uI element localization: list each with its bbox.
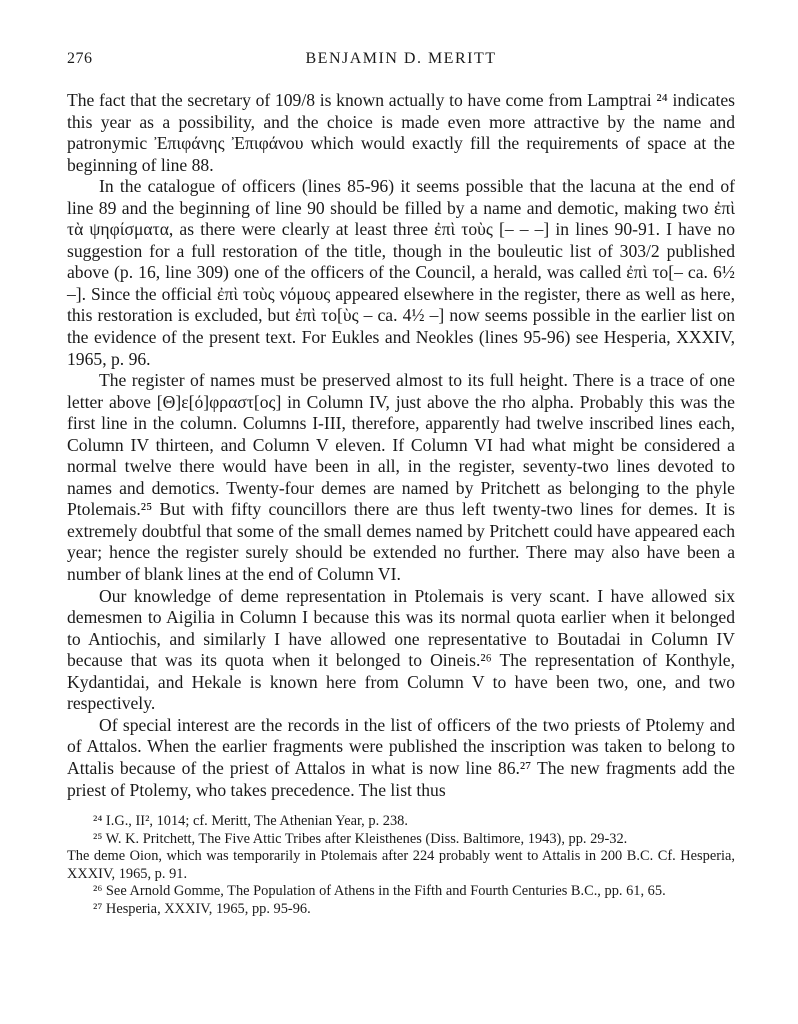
paragraph-1: The fact that the secretary of 109/8 is known actually to have come from Lamptrai ²⁴ indicates this year as a possibility, and the choice is made even more attractive by the name and patronymic Ἐπιφάνης Ἐπιφάνου which would exactly fill the requirements of space at the beginning of line 88. [67,90,735,175]
body-text [67,90,735,801]
footnote-25-continuation: The deme Oion, which was temporarily in Ptolemais after 224 probably went to Attalis in 200 B.C. Cf. Hesperia, XXXIV, 1965, p. 91. [67,848,735,882]
footnote-26: ²⁶ See Arnold Gomme, The Population of Athens in the Fifth and Fourth Centuries B.C., pp. 61, 65. [93,883,666,900]
footnotes [67,813,735,919]
page [67,50,735,919]
footnote-24: ²⁴ I.G., II², 1014; cf. Meritt, The Athenian Year, p. 238. [93,813,408,830]
footnote-25: ²⁵ W. K. Pritchett, The Five Attic Tribes after Kleisthenes (Diss. Baltimore, 1943), pp. 29-32. [93,830,628,847]
paragraph-4: Our knowledge of deme representation in Ptolemais is very scant. I have allowed six demesmen to Aigilia in Column I because this was its normal quota earlier when it belonged to Antiochis, and similarly I have allowed one representative to Boutadai in Column IV because that was its quota when it belonged to Oineis.²⁶ The representation of Konthyle, Kydantidai, and Hekale is known here from Column V to have been two, one, and two respectively. [67,585,735,714]
footnote-27: ²⁷ Hesperia, XXXIV, 1965, pp. 95-96. [93,901,311,918]
running-title: BENJAMIN D. MERITT [305,50,497,67]
paragraph-2: In the catalogue of officers (lines 85-96) it seems possible that the lacuna at the end of line 89 and the beginning of line 90 should be filled by a name and demotic, making two ἐπὶ τὰ ψηφίσματα, as there were clearly at least three ἐπὶ τοὺς [– – –] in lines 90-91. I have no suggestion for a full restoration of the title, though in the bouleutic list of 303/2 published above (p. 16, line 309) one of the officers of the Council, a herald, was called ἐπὶ το[– ca. 6½ –]. Since the official ἐπὶ τοὺς νόμους appeared elsewhere in the register, there as well as here, this restoration is excluded, but ἐπὶ το[ὺς – ca. 4½ –] now seems possible in the earlier list on the evidence of the present text. For Eukles and Neokles (lines 95-96) see Hesperia, XXXIV, 1965, p. 96. [67,176,735,369]
paragraph-3: The register of names must be preserved almost to its full height. There is a trace of one letter above [Θ]ε[ό]φραστ[ος] in Column IV, just above the rho alpha. Probably this was the first line in the column. Columns I-III, therefore, apparently had twelve inscribed lines each, Column IV thirteen, and Column V eleven. If Column VI had what might be considered a normal twelve there would have been in all, in the register, seventy-two lines devoted to names and demotics. Twenty-four demes are named by Pritchett as belonging to the phyle Ptolemais.²⁵ But with fifty councillors there are thus left twenty-two lines for demes. It is extremely doubtful that some of the small demes named by Pritchett could have appeared each year; hence the register surely should be extended no further. There may also have been a number of blank lines at the end of Column VI. [67,370,735,585]
paragraph-5: Of special interest are the records in the list of officers of the two priests of Ptolemy and of Attalos. When the earlier fragments were published the inscription was taken to belong to Attalis because of the priest of Attalos in what is now line 86.²⁷ The new fragments add the priest of Ptolemy, who takes precedence. The list thus [67,714,735,800]
page-number: 276 [67,50,93,67]
running-head [67,50,735,74]
